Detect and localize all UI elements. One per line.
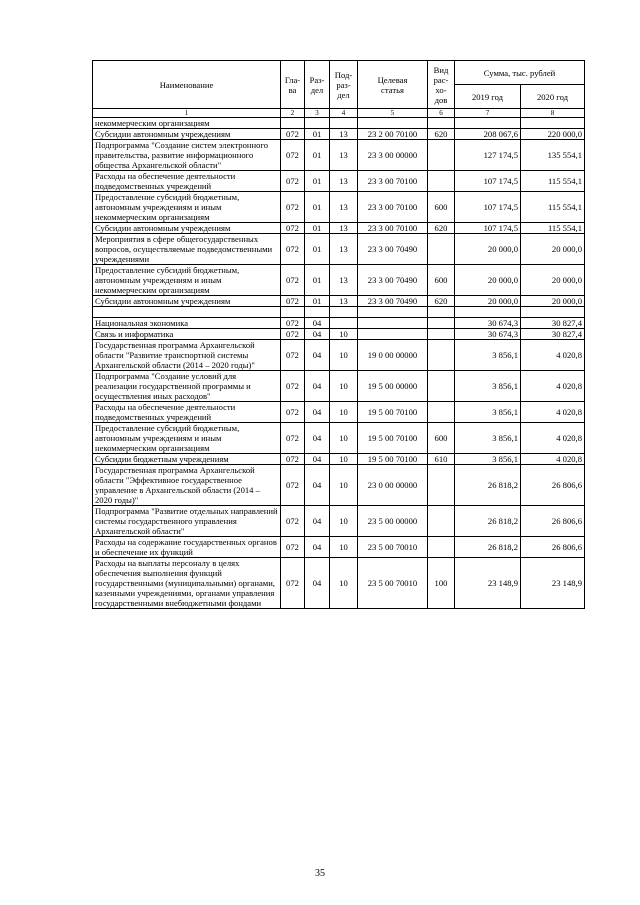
cell-section: 01 bbox=[305, 223, 330, 234]
cell-subsection: 10 bbox=[330, 558, 358, 609]
cell-subsection: 10 bbox=[330, 402, 358, 423]
cell-sum-2020: 30 827,4 bbox=[521, 318, 585, 329]
table-row bbox=[93, 118, 585, 129]
cell-name: Предоставление субсидий бюджетным, автономным учреждениям и иным некоммерческим организациям bbox=[93, 423, 281, 454]
cell-sum-2020: 4 020,8 bbox=[521, 423, 585, 454]
cell-kind bbox=[428, 329, 455, 340]
cell-subsection: 10 bbox=[330, 537, 358, 558]
col-number: 7 bbox=[455, 109, 521, 118]
cell-name: Национальная экономика bbox=[93, 318, 281, 329]
cell-name: Субсидии бюджетным учреждениям bbox=[93, 454, 281, 465]
col-number: 1 bbox=[93, 109, 281, 118]
cell-section: 04 bbox=[305, 340, 330, 371]
cell-name: Подпрограмма "Создание условий для реализации государственной программы и осуществления иных расходов" bbox=[93, 371, 281, 402]
header-chapter: Гла- ва bbox=[281, 61, 305, 109]
cell-chapter: 072 bbox=[281, 558, 305, 609]
cell-subsection: 13 bbox=[330, 129, 358, 140]
col-number: 5 bbox=[358, 109, 428, 118]
cell-section: 01 bbox=[305, 192, 330, 223]
cell-name: Государственная программа Архангельской области "Эффективное государственное управление в Архангельской области (2014 – 2020 годы)" bbox=[93, 465, 281, 506]
cell-kind: 100 bbox=[428, 558, 455, 609]
cell-sum-2019: 20 000,0 bbox=[455, 234, 521, 265]
table-row bbox=[93, 454, 585, 465]
cell-section: 01 bbox=[305, 265, 330, 296]
cell-section: 04 bbox=[305, 465, 330, 506]
table-row bbox=[93, 192, 585, 223]
cell-subsection bbox=[330, 118, 358, 129]
cell-name: Предоставление субсидий бюджетным, автономным учреждениям и иным некоммерческим организациям bbox=[93, 192, 281, 223]
cell-sum-2019: 20 000,0 bbox=[455, 296, 521, 307]
cell-subsection: 10 bbox=[330, 506, 358, 537]
cell-subsection: 13 bbox=[330, 265, 358, 296]
cell-target: 19 0 00 00000 bbox=[358, 340, 428, 371]
cell-sum-2019: 127 174,5 bbox=[455, 140, 521, 171]
cell-section: 01 bbox=[305, 140, 330, 171]
table-row bbox=[93, 234, 585, 265]
col-number: 8 bbox=[521, 109, 585, 118]
cell-target: 23 3 00 70490 bbox=[358, 265, 428, 296]
cell-subsection: 13 bbox=[330, 140, 358, 171]
cell-section: 04 bbox=[305, 318, 330, 329]
cell-target: 23 3 00 70100 bbox=[358, 192, 428, 223]
cell-sum-2019: 30 674,3 bbox=[455, 318, 521, 329]
cell-sum-2020: 26 806,6 bbox=[521, 506, 585, 537]
cell-sum-2019: 3 856,1 bbox=[455, 402, 521, 423]
cell-subsection: 10 bbox=[330, 465, 358, 506]
cell-chapter: 072 bbox=[281, 506, 305, 537]
cell-chapter: 072 bbox=[281, 171, 305, 192]
cell-target: 23 5 00 00000 bbox=[358, 506, 428, 537]
table-spacer-row bbox=[93, 307, 585, 318]
cell-sum-2019: 107 174,5 bbox=[455, 171, 521, 192]
cell-subsection: 13 bbox=[330, 296, 358, 307]
cell-sum-2019 bbox=[455, 307, 521, 318]
cell-chapter: 072 bbox=[281, 223, 305, 234]
cell-sum-2020 bbox=[521, 118, 585, 129]
cell-section bbox=[305, 307, 330, 318]
table-row bbox=[93, 129, 585, 140]
header-year-2019: 2019 год bbox=[455, 85, 521, 109]
cell-subsection: 13 bbox=[330, 192, 358, 223]
cell-sum-2020: 20 000,0 bbox=[521, 234, 585, 265]
cell-name: Государственная программа Архангельской области "Развитие транспортной системы Архангельской области (2014 – 2020 годы)" bbox=[93, 340, 281, 371]
cell-sum-2020: 115 554,1 bbox=[521, 171, 585, 192]
table-row bbox=[93, 558, 585, 609]
cell-target: 23 0 00 00000 bbox=[358, 465, 428, 506]
cell-subsection: 13 bbox=[330, 223, 358, 234]
cell-kind bbox=[428, 234, 455, 265]
cell-sum-2019: 26 818,2 bbox=[455, 506, 521, 537]
cell-subsection: 13 bbox=[330, 171, 358, 192]
table-row bbox=[93, 296, 585, 307]
cell-sum-2020: 4 020,8 bbox=[521, 454, 585, 465]
cell-sum-2019: 20 000,0 bbox=[455, 265, 521, 296]
cell-chapter: 072 bbox=[281, 192, 305, 223]
cell-kind: 600 bbox=[428, 423, 455, 454]
cell-name: Расходы на содержание государственных органов и обеспечение их функций bbox=[93, 537, 281, 558]
cell-chapter: 072 bbox=[281, 423, 305, 454]
cell-sum-2019: 3 856,1 bbox=[455, 423, 521, 454]
cell-chapter: 072 bbox=[281, 454, 305, 465]
cell-kind: 600 bbox=[428, 192, 455, 223]
cell-kind bbox=[428, 318, 455, 329]
cell-section: 04 bbox=[305, 506, 330, 537]
cell-subsection: 10 bbox=[330, 329, 358, 340]
cell-target: 23 3 00 70100 bbox=[358, 223, 428, 234]
cell-kind: 620 bbox=[428, 223, 455, 234]
col-number: 3 bbox=[305, 109, 330, 118]
table-row bbox=[93, 265, 585, 296]
table-row bbox=[93, 537, 585, 558]
cell-chapter: 072 bbox=[281, 340, 305, 371]
cell-sum-2019: 30 674,3 bbox=[455, 329, 521, 340]
cell-kind bbox=[428, 506, 455, 537]
header-sum: Сумма, тыс. рублей bbox=[455, 61, 585, 85]
cell-sum-2020: 26 806,6 bbox=[521, 465, 585, 506]
cell-sum-2020: 4 020,8 bbox=[521, 371, 585, 402]
table-row bbox=[93, 371, 585, 402]
cell-target bbox=[358, 118, 428, 129]
cell-chapter: 072 bbox=[281, 465, 305, 506]
cell-chapter bbox=[281, 118, 305, 129]
cell-kind bbox=[428, 307, 455, 318]
cell-sum-2020: 4 020,8 bbox=[521, 340, 585, 371]
cell-name: Субсидии автономным учреждениям bbox=[93, 223, 281, 234]
cell-section: 01 bbox=[305, 296, 330, 307]
cell-sum-2019: 107 174,5 bbox=[455, 223, 521, 234]
cell-chapter: 072 bbox=[281, 129, 305, 140]
cell-name bbox=[93, 307, 281, 318]
table-row bbox=[93, 318, 585, 329]
table-body bbox=[93, 118, 585, 609]
cell-subsection: 10 bbox=[330, 454, 358, 465]
cell-section: 04 bbox=[305, 402, 330, 423]
cell-subsection bbox=[330, 318, 358, 329]
cell-sum-2020 bbox=[521, 307, 585, 318]
cell-sum-2020: 4 020,8 bbox=[521, 402, 585, 423]
cell-chapter: 072 bbox=[281, 140, 305, 171]
cell-target: 19 5 00 70100 bbox=[358, 454, 428, 465]
cell-target: 23 3 00 70490 bbox=[358, 234, 428, 265]
cell-sum-2019: 3 856,1 bbox=[455, 454, 521, 465]
cell-chapter: 072 bbox=[281, 265, 305, 296]
column-number-row bbox=[93, 109, 585, 118]
col-number: 2 bbox=[281, 109, 305, 118]
table-row bbox=[93, 423, 585, 454]
cell-sum-2020: 115 554,1 bbox=[521, 192, 585, 223]
cell-kind bbox=[428, 465, 455, 506]
cell-name: Расходы на обеспечение деятельности подведомственных учреждений bbox=[93, 171, 281, 192]
cell-section: 04 bbox=[305, 371, 330, 402]
cell-section: 04 bbox=[305, 537, 330, 558]
cell-sum-2020: 23 148,9 bbox=[521, 558, 585, 609]
cell-section: 04 bbox=[305, 423, 330, 454]
cell-target: 23 2 00 70100 bbox=[358, 129, 428, 140]
header-subsection: Под- раз- дел bbox=[330, 61, 358, 109]
cell-sum-2020: 20 000,0 bbox=[521, 296, 585, 307]
header-year-2020: 2020 год bbox=[521, 85, 585, 109]
cell-target: 23 3 00 70490 bbox=[358, 296, 428, 307]
cell-sum-2019: 3 856,1 bbox=[455, 340, 521, 371]
cell-target: 23 3 00 00000 bbox=[358, 140, 428, 171]
cell-name: Расходы на выплаты персоналу в целях обеспечения выполнения функций государственными (муниципальными) органами, казенными учреждениями, органами управления государственными внебюджетными фондами bbox=[93, 558, 281, 609]
cell-sum-2019 bbox=[455, 118, 521, 129]
cell-target: 19 5 00 00000 bbox=[358, 371, 428, 402]
header-section: Раз- дел bbox=[305, 61, 330, 109]
cell-name: некоммерческим организациям bbox=[93, 118, 281, 129]
table-header bbox=[93, 61, 585, 118]
cell-sum-2020: 115 554,1 bbox=[521, 223, 585, 234]
cell-chapter: 072 bbox=[281, 537, 305, 558]
table-row bbox=[93, 506, 585, 537]
cell-sum-2019: 26 818,2 bbox=[455, 537, 521, 558]
cell-chapter: 072 bbox=[281, 318, 305, 329]
cell-subsection: 10 bbox=[330, 371, 358, 402]
cell-sum-2020: 30 827,4 bbox=[521, 329, 585, 340]
cell-section: 04 bbox=[305, 454, 330, 465]
col-number: 6 bbox=[428, 109, 455, 118]
cell-section: 01 bbox=[305, 234, 330, 265]
cell-section: 01 bbox=[305, 129, 330, 140]
table-row bbox=[93, 171, 585, 192]
cell-sum-2019: 23 148,9 bbox=[455, 558, 521, 609]
table-row bbox=[93, 402, 585, 423]
cell-chapter: 072 bbox=[281, 234, 305, 265]
cell-sum-2019: 208 067,6 bbox=[455, 129, 521, 140]
cell-kind bbox=[428, 402, 455, 423]
cell-target bbox=[358, 307, 428, 318]
cell-sum-2020: 26 806,6 bbox=[521, 537, 585, 558]
cell-name: Связь и информатика bbox=[93, 329, 281, 340]
cell-name: Мероприятия в сфере общегосударственных вопросов, осуществляемые подведомственными учреждениями bbox=[93, 234, 281, 265]
cell-target: 19 5 00 70100 bbox=[358, 423, 428, 454]
cell-kind: 610 bbox=[428, 454, 455, 465]
cell-kind bbox=[428, 371, 455, 402]
cell-name: Субсидии автономным учреждениям bbox=[93, 129, 281, 140]
cell-kind: 620 bbox=[428, 129, 455, 140]
table-row bbox=[93, 329, 585, 340]
cell-kind bbox=[428, 140, 455, 171]
cell-sum-2020: 135 554,1 bbox=[521, 140, 585, 171]
header-target: Целевая статья bbox=[358, 61, 428, 109]
cell-chapter: 072 bbox=[281, 296, 305, 307]
page-number: 35 bbox=[315, 868, 325, 879]
cell-subsection: 10 bbox=[330, 423, 358, 454]
cell-target: 23 5 00 70010 bbox=[358, 558, 428, 609]
cell-chapter: 072 bbox=[281, 402, 305, 423]
cell-kind: 620 bbox=[428, 296, 455, 307]
cell-target: 23 3 00 70100 bbox=[358, 171, 428, 192]
cell-chapter: 072 bbox=[281, 329, 305, 340]
cell-target: 19 5 00 70100 bbox=[358, 402, 428, 423]
cell-section: 01 bbox=[305, 171, 330, 192]
cell-kind bbox=[428, 340, 455, 371]
cell-chapter: 072 bbox=[281, 371, 305, 402]
cell-subsection bbox=[330, 307, 358, 318]
cell-target: 23 5 00 70010 bbox=[358, 537, 428, 558]
table-row bbox=[93, 140, 585, 171]
cell-sum-2019: 26 818,2 bbox=[455, 465, 521, 506]
cell-target bbox=[358, 329, 428, 340]
cell-section: 04 bbox=[305, 558, 330, 609]
table-row bbox=[93, 340, 585, 371]
budget-table bbox=[92, 60, 585, 609]
cell-subsection: 13 bbox=[330, 234, 358, 265]
col-number: 4 bbox=[330, 109, 358, 118]
cell-name: Подпрограмма "Развитие отдельных направлений системы государственного управления Архангельской области" bbox=[93, 506, 281, 537]
cell-section: 04 bbox=[305, 329, 330, 340]
cell-kind bbox=[428, 537, 455, 558]
cell-subsection: 10 bbox=[330, 340, 358, 371]
cell-kind: 600 bbox=[428, 265, 455, 296]
cell-kind bbox=[428, 118, 455, 129]
table-row bbox=[93, 465, 585, 506]
cell-chapter bbox=[281, 307, 305, 318]
cell-sum-2019: 107 174,5 bbox=[455, 192, 521, 223]
cell-kind bbox=[428, 171, 455, 192]
cell-name: Субсидии автономным учреждениям bbox=[93, 296, 281, 307]
cell-target bbox=[358, 318, 428, 329]
cell-name: Расходы на обеспечение деятельности подведомственных учреждений bbox=[93, 402, 281, 423]
header-name: Наименование bbox=[93, 61, 281, 109]
cell-sum-2020: 220 000,0 bbox=[521, 129, 585, 140]
table-row bbox=[93, 223, 585, 234]
cell-name: Подпрограмма "Создание систем электронного правительства, развитие информационного общества Архангельской области" bbox=[93, 140, 281, 171]
header-kind: Вид рас- хо- дов bbox=[428, 61, 455, 109]
cell-sum-2019: 3 856,1 bbox=[455, 371, 521, 402]
cell-name: Предоставление субсидий бюджетным, автономным учреждениям и иным некоммерческим организациям bbox=[93, 265, 281, 296]
cell-sum-2020: 20 000,0 bbox=[521, 265, 585, 296]
cell-section bbox=[305, 118, 330, 129]
